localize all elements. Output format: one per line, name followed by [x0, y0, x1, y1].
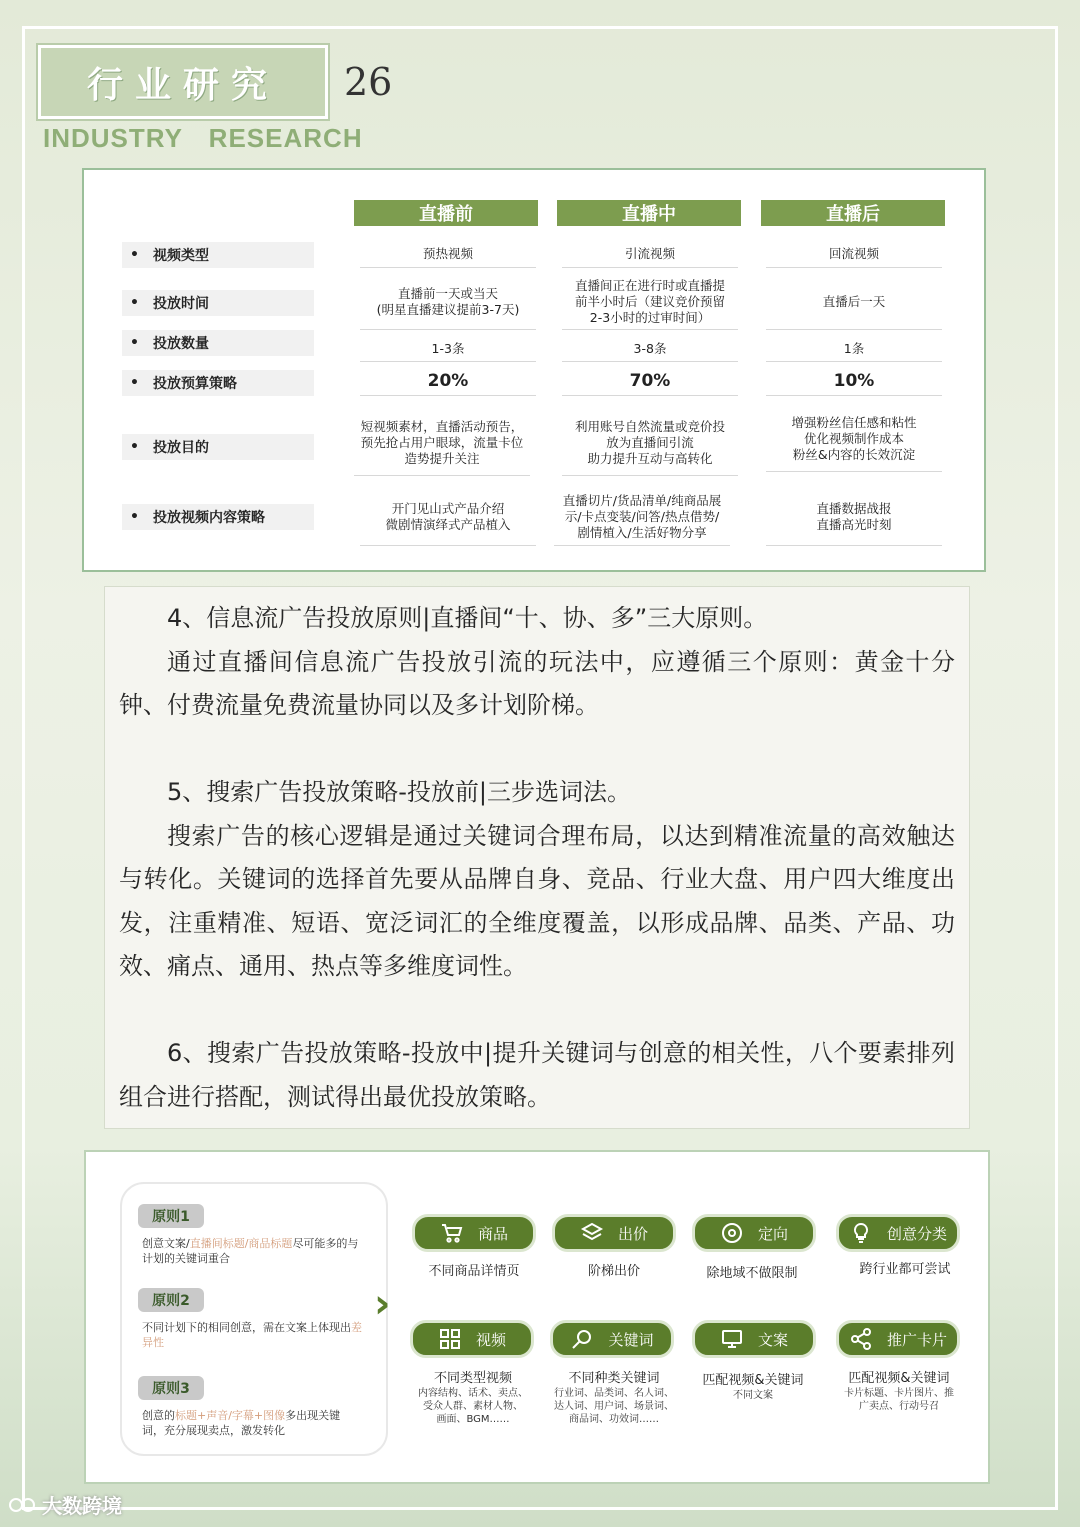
element-pill-creative-category: 创意分类	[836, 1214, 960, 1252]
watermark: 大数跨境	[8, 1490, 122, 1519]
table-cell: 1-3条	[360, 336, 536, 362]
paragraph-heading: 4、信息流广告投放原则|直播间“十、协、多”三大原则。	[167, 604, 768, 632]
element-subtext: 内容结构、话术、卖点、 受众人群、素材人物、 画面、BGM……	[418, 1388, 528, 1425]
table-cell: 1条	[766, 336, 942, 362]
element-pill-video: 视频	[410, 1320, 534, 1358]
element-pill-promo-card: 推广卡片	[836, 1320, 960, 1358]
column-header: 直播中	[557, 200, 741, 226]
element-pill-bid: 出价	[552, 1214, 676, 1252]
principle-tag: 原则1	[138, 1204, 204, 1228]
element-pill-copywriting: 文案	[692, 1320, 816, 1358]
element-caption: 不同种类关键词	[568, 1371, 660, 1386]
row-label: • 投放预算策略	[122, 370, 314, 396]
grid-icon	[438, 1327, 462, 1351]
element-caption: 匹配视频&关键词	[702, 1373, 804, 1388]
principle-tag: 原则2	[138, 1288, 204, 1312]
section-title-en: INDUSTRY RESEARCH	[43, 123, 363, 153]
principle-text: 不同计划下的相同创意，需在文案上体现出差异性	[142, 1321, 362, 1349]
column-header: 直播前	[354, 200, 538, 226]
table-cell: 直播前一天或当天 (明星直播建议提前3-7天)	[360, 274, 536, 330]
paragraph: 6、搜索广告投放策略-投放中|提升关键词与创意的相关性，八个要素排列组合进行搭配，测试得出最优投放策略。	[119, 1039, 955, 1111]
principle-text: 创意文案/直播间标题/商品标题尽可能多的与计划的关键词重合	[142, 1237, 359, 1265]
element-pill-product: 商品	[412, 1214, 536, 1252]
element-caption: 不同类型视频	[433, 1371, 512, 1386]
budget-cell: 20%	[360, 366, 536, 396]
row-label: • 投放视频内容策略	[122, 504, 314, 530]
row-label: • 视频类型	[122, 242, 314, 268]
paragraph-heading: 5、搜索广告投放策略-投放前|三步选词法。	[167, 778, 632, 806]
principle-text: 创意的标题+声音/字幕+图像多出现关键词，充分展现卖点，激发转化	[142, 1409, 341, 1437]
logo-icon	[8, 1496, 38, 1514]
body-text-panel	[104, 586, 970, 1129]
element-subtext: 行业词、品类词、名人词、 达人词、用户词、场景词、 商品词、功效词……	[554, 1388, 674, 1425]
bulb-icon	[849, 1221, 873, 1245]
element-caption: 匹配视频&关键词	[848, 1371, 950, 1386]
principle-tag: 原则3	[138, 1376, 204, 1400]
element-caption: 跨行业都可尝试	[859, 1262, 951, 1277]
table-cell: 开门见山式产品介绍 微剧情演绎式产品植入	[360, 488, 536, 546]
budget-cell: 70%	[562, 366, 738, 396]
layers-icon	[580, 1221, 604, 1245]
page-number: 26	[344, 60, 393, 104]
element-caption: 除地域不做限制	[706, 1266, 798, 1281]
monitor-icon	[720, 1327, 744, 1351]
table-cell: 直播切片/货品清单/纯商品展 示/卡点变装/问答/热点借势/ 剧情植入/生活好物分享	[554, 488, 730, 546]
row-label: • 投放时间	[122, 290, 314, 316]
table-cell: 直播间正在进行时或直播提 前半小时后（建议竞价预留 2-3小时的过审时间）	[562, 274, 738, 330]
section-title: 行业研究	[86, 63, 279, 106]
table-cell: 引流视频	[562, 240, 738, 268]
element-subtext: 卡片标题、卡片图片、推 广卖点、行动号召	[844, 1388, 954, 1412]
table-cell: 预热视频	[360, 240, 536, 268]
element-pill-keyword: 关键词	[550, 1320, 674, 1358]
table-cell: 3-8条	[562, 336, 738, 362]
budget-cell: 10%	[766, 366, 942, 396]
table-cell: 直播后一天	[766, 274, 942, 330]
cart-icon	[440, 1221, 464, 1245]
table-cell: 回流视频	[766, 240, 942, 268]
table-cell: 短视频素材，直播活动预告， 预先抢占用户眼球，流量卡位 造势提升关注	[354, 410, 530, 476]
chevron-right-icon: ›	[374, 1281, 391, 1327]
share-icon	[849, 1327, 873, 1351]
table-cell: 利用账号自然流量或竞价投 放为直播间引流 助力提升互动与高转化	[562, 410, 738, 476]
compass-icon	[720, 1221, 744, 1245]
row-label: • 投放数量	[122, 330, 314, 356]
paragraph: 搜索广告的核心逻辑是通过关键词合理布局，以达到精准流量的高效触达与转化。关键词的选择首先要从品牌自身、竞品、行业大盘、用户四大维度出发，注重精准、短语、宽泛词汇的全维度覆盖，以形成品牌、品类、产品、功效、痛点、通用、热点等多维度词性。	[119, 821, 955, 980]
element-subtext: 不同文案	[733, 1390, 773, 1401]
paragraph: 通过直播间信息流广告投放引流的玩法中，应遵循三个原则：黄金十分钟、付费流量免费流量协同以及多计划阶梯。	[119, 647, 955, 719]
table-cell: 直播数据战报 直播高光时刻	[766, 488, 942, 546]
strategy-table	[82, 168, 986, 572]
column-header: 直播后	[761, 200, 945, 226]
section-title-box	[38, 45, 328, 119]
search-icon	[570, 1327, 594, 1351]
element-caption: 不同商品详情页	[428, 1264, 520, 1279]
row-label: • 投放目的	[122, 434, 314, 460]
element-caption: 阶梯出价	[587, 1264, 640, 1279]
element-pill-targeting: 定向	[692, 1214, 816, 1252]
table-cell: 增强粉丝信任感和粘性 优化视频制作成本 粉丝&内容的长效沉淀	[766, 406, 942, 472]
principles-diagram	[84, 1150, 990, 1484]
